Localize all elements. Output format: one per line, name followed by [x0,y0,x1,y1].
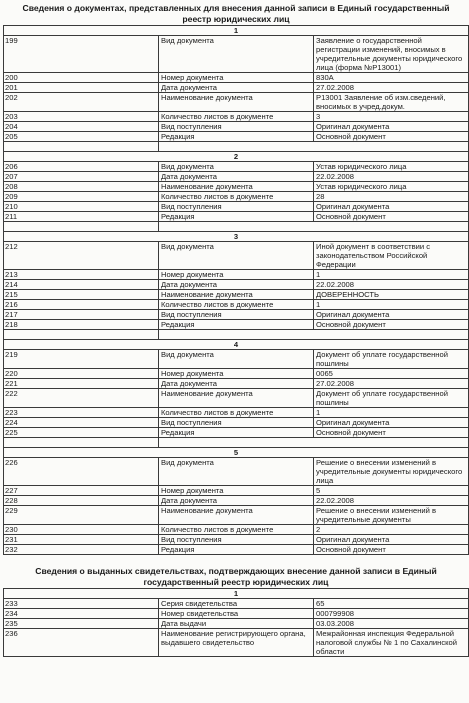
field-value: Основной документ [314,132,469,142]
field-value: Документ об уплате государственной пошлины [314,389,469,408]
field-value: Устав юридического лица [314,162,469,172]
field-label: Вид поступления [159,122,314,132]
table-row [4,619,469,629]
table-row [4,458,469,486]
block-number: 3 [4,232,469,242]
row-number: 211 [4,212,159,222]
field-label: Вид документа [159,458,314,486]
field-label: Вид документа [159,242,314,270]
document-page [0,3,469,703]
table-row [4,379,469,389]
block-header-row [4,152,469,162]
row-number: 217 [4,310,159,320]
field-label: Вид поступления [159,310,314,320]
field-value: 22.02.2008 [314,280,469,290]
row-number: 223 [4,408,159,418]
section2-title [3,566,469,588]
block-header-row [4,232,469,242]
field-value: 3 [314,112,469,122]
field-label: Количество листов в документе [159,300,314,310]
table-row [4,36,469,73]
field-label: Номер документа [159,486,314,496]
row-number: 222 [4,389,159,408]
row-number: 234 [4,609,159,619]
spacer-cell [4,438,159,448]
table-row [4,525,469,535]
field-label: Количество листов в документе [159,192,314,202]
row-number: 226 [4,458,159,486]
table-row [4,535,469,545]
table-row [4,132,469,142]
block-header-row [4,589,469,599]
spacer-row [4,330,469,340]
field-value: Оригинал документа [314,202,469,212]
table-row [4,202,469,212]
table-row [4,545,469,555]
table-row [4,310,469,320]
field-value: 28 [314,192,469,202]
field-value: 830А [314,73,469,83]
field-label: Количество листов в документе [159,112,314,122]
field-label: Количество листов в документе [159,525,314,535]
field-label: Дата документа [159,172,314,182]
row-number: 200 [4,73,159,83]
field-label: Серия свидетельства [159,599,314,609]
field-label: Наименование документа [159,182,314,192]
table-row [4,93,469,112]
row-number: 207 [4,172,159,182]
field-label: Вид документа [159,162,314,172]
row-number: 225 [4,428,159,438]
row-number: 227 [4,486,159,496]
field-value: Основной документ [314,320,469,330]
row-number: 235 [4,619,159,629]
field-label: Редакция [159,545,314,555]
field-value: 22.02.2008 [314,172,469,182]
table-row [4,320,469,330]
table-row [4,280,469,290]
row-number: 230 [4,525,159,535]
table-row [4,122,469,132]
field-label: Дата документа [159,379,314,389]
field-value: Оригинал документа [314,310,469,320]
spacer-row [4,438,469,448]
field-value: Оригинал документа [314,418,469,428]
field-label: Количество листов в документе [159,408,314,418]
field-label: Наименование документа [159,389,314,408]
field-label: Наименование документа [159,290,314,300]
field-value: Заявление о государственной регистрации изменений, вносимых в учредительные документы юридического лица (форма №Р13001) [314,36,469,73]
table-row [4,629,469,657]
field-value: Межрайонная инспекция Федеральной налоговой службы № 1 по Сахалинской области [314,629,469,657]
row-number: 236 [4,629,159,657]
block-number: 5 [4,448,469,458]
table-row [4,112,469,122]
field-value: ДОВЕРЕННОСТЬ [314,290,469,300]
section1-title-line2: реестр юридических лиц [182,14,290,24]
row-number: 224 [4,418,159,428]
field-label: Вид документа [159,350,314,369]
section1-title-line1: Сведения о документах, представленных для внесения данной записи в Единый государственный [22,3,450,13]
row-number: 220 [4,369,159,379]
row-number: 233 [4,599,159,609]
field-value: Иной документ в соответствии с законодательством Российской Федерации [314,242,469,270]
certificates-table [3,588,469,657]
table-row [4,212,469,222]
spacer-cell [159,142,469,152]
row-number: 203 [4,112,159,122]
field-label: Дата выдачи [159,619,314,629]
block-header-row [4,26,469,36]
field-value: 03.03.2008 [314,619,469,629]
row-number: 218 [4,320,159,330]
field-value: Основной документ [314,212,469,222]
field-label: Номер документа [159,270,314,280]
table-row [4,609,469,619]
table-row [4,73,469,83]
table-row [4,506,469,525]
row-number: 229 [4,506,159,525]
table-row [4,369,469,379]
row-number: 201 [4,83,159,93]
field-label: Дата документа [159,280,314,290]
table-row [4,418,469,428]
field-value: Р13001 Заявление об изм.сведений, вносимых в учред.докум. [314,93,469,112]
field-label: Наименование регистрирующего органа, выдавшего свидетельство [159,629,314,657]
section1-title [3,3,469,25]
table-row [4,83,469,93]
block-header-row [4,340,469,350]
table-row [4,162,469,172]
row-number: 199 [4,36,159,73]
row-number: 215 [4,290,159,300]
spacer-cell [4,330,159,340]
table-row [4,192,469,202]
row-number: 209 [4,192,159,202]
field-label: Редакция [159,132,314,142]
field-value: 1 [314,408,469,418]
field-label: Наименование документа [159,93,314,112]
block-number: 1 [4,26,469,36]
section2-title-line2: государственный реестр юридических лиц [143,577,329,587]
field-value: 27.02.2008 [314,379,469,389]
field-value: 22.02.2008 [314,496,469,506]
table-row [4,242,469,270]
table-row [4,350,469,369]
table-row [4,428,469,438]
row-number: 205 [4,132,159,142]
field-label: Номер документа [159,73,314,83]
row-number: 232 [4,545,159,555]
field-label: Вид поступления [159,418,314,428]
field-value: 000799908 [314,609,469,619]
table-row [4,389,469,408]
block-number: 4 [4,340,469,350]
block-header-row [4,448,469,458]
row-number: 204 [4,122,159,132]
row-number: 214 [4,280,159,290]
field-label: Дата документа [159,83,314,93]
field-label: Вид документа [159,36,314,73]
field-value: Решение о внесении изменений в учредительные документы [314,506,469,525]
row-number: 208 [4,182,159,192]
field-label: Номер документа [159,369,314,379]
row-number: 221 [4,379,159,389]
spacer-row [4,222,469,232]
field-value: Устав юридического лица [314,182,469,192]
row-number: 216 [4,300,159,310]
spacer-cell [159,438,469,448]
spacer-row [4,142,469,152]
field-label: Редакция [159,212,314,222]
table-row [4,172,469,182]
table-row [4,270,469,280]
field-label: Редакция [159,320,314,330]
block-number: 1 [4,589,469,599]
spacer-cell [4,222,159,232]
row-number: 219 [4,350,159,369]
field-value: 2 [314,525,469,535]
field-value: Основной документ [314,428,469,438]
field-label: Вид поступления [159,535,314,545]
row-number: 228 [4,496,159,506]
section2-title-line1: Сведения о выданных свидетельствах, подтверждающих внесение данной записи в Единый [35,566,437,576]
row-number: 231 [4,535,159,545]
table-row [4,182,469,192]
field-value: 65 [314,599,469,609]
row-number: 206 [4,162,159,172]
table-row [4,486,469,496]
block-number: 2 [4,152,469,162]
field-value: 1 [314,300,469,310]
field-value: 27.02.2008 [314,83,469,93]
field-value: Основной документ [314,545,469,555]
table-row [4,290,469,300]
field-value: Документ об уплате государственной пошлины [314,350,469,369]
row-number: 202 [4,93,159,112]
field-label: Номер свидетельства [159,609,314,619]
row-number: 210 [4,202,159,212]
documents-table [3,25,469,555]
spacer-cell [159,330,469,340]
field-value: 5 [314,486,469,496]
field-value: Оригинал документа [314,535,469,545]
row-number: 213 [4,270,159,280]
spacer-cell [159,222,469,232]
field-value: 0065 [314,369,469,379]
field-value: Решение о внесении изменений в учредительные документы юридического лица [314,458,469,486]
field-label: Редакция [159,428,314,438]
field-value: Оригинал документа [314,122,469,132]
table-row [4,496,469,506]
field-label: Дата документа [159,496,314,506]
row-number: 212 [4,242,159,270]
table-row [4,408,469,418]
field-label: Наименование документа [159,506,314,525]
spacer-cell [4,142,159,152]
field-label: Вид поступления [159,202,314,212]
field-value: 1 [314,270,469,280]
table-row [4,599,469,609]
table-row [4,300,469,310]
